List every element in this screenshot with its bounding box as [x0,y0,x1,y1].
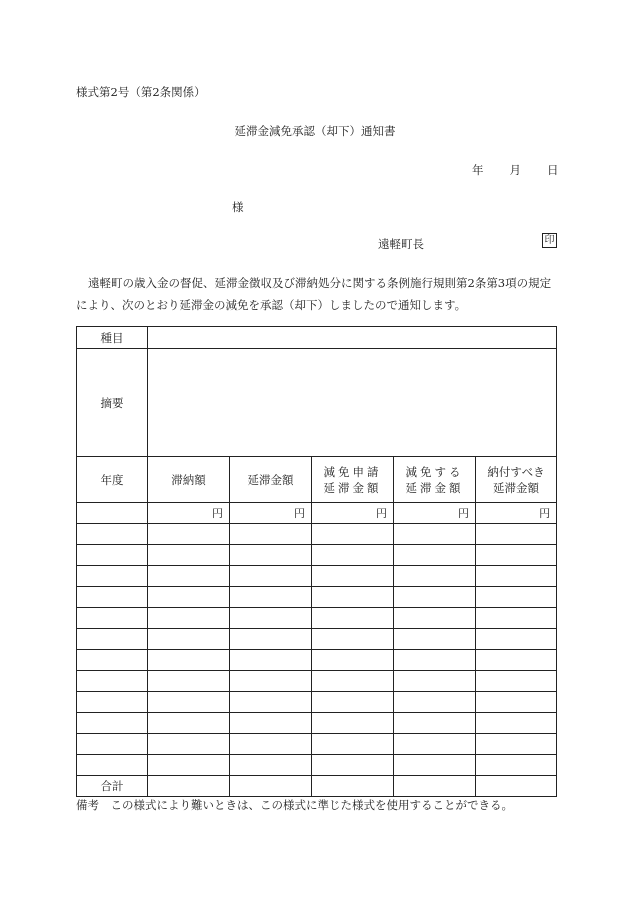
table-cell[interactable] [312,734,394,755]
date-year-label: 年 [472,163,484,177]
table-cell[interactable] [312,524,394,545]
table-cell[interactable] [230,713,312,734]
remarks-note: 備考 この様式により難いときは、この様式に準じた様式を使用することができる。 [76,798,513,812]
table-cell[interactable] [394,650,476,671]
table-cell[interactable] [476,734,557,755]
table-cell[interactable] [394,587,476,608]
table-cell[interactable] [312,671,394,692]
table-cell[interactable] [312,650,394,671]
table-row [77,713,557,734]
header-year: 年度 [77,457,148,503]
total-cell[interactable] [148,776,230,797]
table-cell[interactable] [476,650,557,671]
table-cell[interactable] [148,545,230,566]
table-cell[interactable] [230,566,312,587]
header-reduction-request-line1: 減免申請 [323,464,382,479]
table-cell[interactable] [476,545,557,566]
table-cell[interactable] [148,629,230,650]
table-cell[interactable] [230,755,312,776]
paid-yen-unit[interactable]: 円 [148,503,230,524]
table-cell[interactable] [394,545,476,566]
reduction-request-yen-unit[interactable]: 円 [312,503,394,524]
date-line [472,162,559,178]
date-month-label: 月 [509,163,521,177]
summary-field[interactable] [148,349,557,457]
table-cell[interactable] [77,650,148,671]
table-row [77,545,557,566]
table-cell[interactable] [394,713,476,734]
total-label: 合計 [77,776,148,797]
table-row [77,566,557,587]
table-cell[interactable] [476,566,557,587]
table-cell[interactable] [476,608,557,629]
table-cell[interactable] [148,692,230,713]
unit-row [77,503,557,524]
table-cell[interactable] [77,545,148,566]
table-cell[interactable] [394,671,476,692]
table-cell[interactable] [312,755,394,776]
header-reduction-line2: 延滞金額 [405,480,464,495]
header-payable-line2: 延滞金額 [493,480,540,495]
total-cell[interactable] [230,776,312,797]
table-cell[interactable] [394,755,476,776]
table-cell[interactable] [312,713,394,734]
summary-label: 摘要 [77,349,148,457]
total-row [77,776,557,797]
table-cell[interactable] [230,587,312,608]
type-label: 種目 [77,327,148,349]
summary-row [77,349,557,457]
total-cell[interactable] [394,776,476,797]
table-cell[interactable] [77,692,148,713]
table-cell[interactable] [77,524,148,545]
table-cell[interactable] [394,734,476,755]
table-cell[interactable] [230,524,312,545]
table-cell[interactable] [77,734,148,755]
table-cell[interactable] [394,692,476,713]
table-cell[interactable] [148,587,230,608]
header-reduction-request-line2: 延滞金額 [323,480,382,495]
date-day-label: 日 [547,163,559,177]
table-cell[interactable] [148,650,230,671]
reduction-yen-unit[interactable]: 円 [394,503,476,524]
table-cell[interactable] [394,608,476,629]
table-cell[interactable] [476,692,557,713]
table-cell[interactable] [476,587,557,608]
table-row [77,650,557,671]
header-payable [476,457,557,503]
table-cell[interactable] [476,713,557,734]
table-cell[interactable] [230,650,312,671]
table-cell[interactable] [77,713,148,734]
header-late-fee: 延滞金額 [230,457,312,503]
payable-yen-unit[interactable]: 円 [476,503,557,524]
table-cell[interactable] [312,587,394,608]
table-cell[interactable] [148,671,230,692]
type-field[interactable] [148,327,557,349]
table-cell[interactable] [148,755,230,776]
table-cell[interactable] [394,566,476,587]
header-reduction-line1: 減免する [405,464,464,479]
table-row [77,524,557,545]
notice-body-text: 遠軽町の歳入金の督促、延滞金徴収及び滞納処分に関する条例施行規則第2条第3項の規定により、次のとおり延滞金の減免を承認（却下）しましたので通知します。 [76,276,552,312]
table-cell[interactable] [77,608,148,629]
total-cell[interactable] [312,776,394,797]
header-paid-amount: 滞納額 [148,457,230,503]
table-row [77,692,557,713]
table-cell[interactable] [148,713,230,734]
form-number: 様式第2号（第2条関係） [76,85,206,99]
table-cell[interactable] [230,671,312,692]
table-cell[interactable] [77,587,148,608]
table-row [77,629,557,650]
table-cell[interactable] [312,566,394,587]
table-row [77,671,557,692]
issuer-title: 遠軽町長 [378,237,424,251]
table-cell[interactable] [312,545,394,566]
reduction-table [76,326,557,797]
document-title: 延滞金減免承認（却下）通知書 [234,124,396,138]
table-cell[interactable] [77,671,148,692]
table-cell[interactable] [476,524,557,545]
table-row [77,755,557,776]
table-cell[interactable] [476,755,557,776]
table-cell[interactable] [230,545,312,566]
header-reduction [394,457,476,503]
table-cell[interactable] [230,629,312,650]
seal-mark: 印 [542,233,557,248]
table-cell[interactable] [312,608,394,629]
table-cell[interactable] [312,629,394,650]
late-fee-yen-unit[interactable]: 円 [230,503,312,524]
column-header-row [77,457,557,503]
table-cell[interactable] [230,608,312,629]
table-cell[interactable] [148,524,230,545]
table-cell[interactable] [148,566,230,587]
header-reduction-request [312,457,394,503]
table-row [77,734,557,755]
table-cell[interactable] [77,629,148,650]
table-row [77,608,557,629]
table-cell[interactable] [230,692,312,713]
addressee-suffix: 様 [232,200,244,214]
table-cell[interactable] [476,671,557,692]
year-cell[interactable] [77,503,148,524]
table-cell[interactable] [312,692,394,713]
table-cell[interactable] [230,734,312,755]
table-cell[interactable] [77,755,148,776]
header-payable-line1: 納付すべき [487,464,545,479]
table-cell[interactable] [77,566,148,587]
table-cell[interactable] [148,734,230,755]
table-cell[interactable] [476,629,557,650]
table-cell[interactable] [148,608,230,629]
table-row [77,587,557,608]
table-cell[interactable] [394,629,476,650]
table-cell[interactable] [394,524,476,545]
total-cell[interactable] [476,776,557,797]
type-row [77,327,557,349]
